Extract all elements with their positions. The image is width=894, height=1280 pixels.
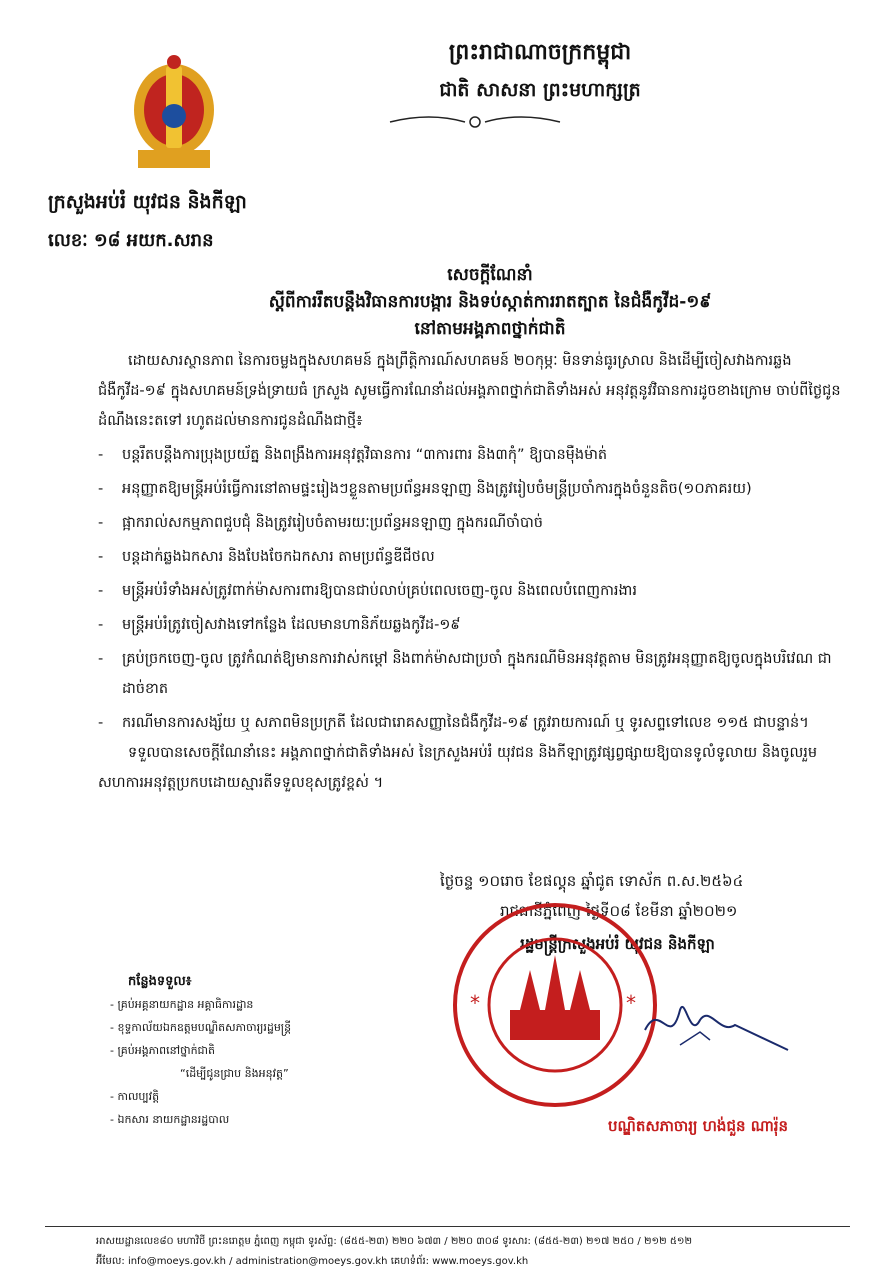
list-item: - ឯកសារ នាយកដ្ឋានរដ្ឋបាល	[110, 1108, 410, 1131]
solar-date: រាជធានីភ្នំពេញ ថ្ងៃទី០៨ ខែមីនា ឆ្នាំ២០២១	[500, 902, 738, 920]
list-item: - ខុទ្ទកាល័យឯកឧត្តមបណ្ឌិតសភាចារ្យរដ្ឋមន្រ្តី	[110, 1016, 410, 1039]
intro-paragraph: ដោយសារស្ថានភាព នៃការចម្លងក្នុងសហគមន៍ ក្នុងព្រឹត្តិការណ៍សហគមន៍ ២០កុម្ភៈ មិនទាន់ធូរស្រាល និងដើម្បីចៀសវាងការឆ្លងជំងឺកូវីដ-១៩ ក្នុងសហគមន៍ទ្រង់ទ្រាយធំ ក្រសួង សូមធ្វើការណែនាំដល់អង្គភាពថ្នាក់ជាតិទាំងអស់ អនុវត្តនូវវិធានការដូចខាងក្រោម ចាប់ពីថ្ងៃជូនដំណឹងនេះតទៅ រហូតដល់មានការជូនដំណឹងជាថ្មី៖	[98, 353, 841, 429]
official-stamp	[450, 900, 660, 1110]
list-item: - បន្តដាក់ឆ្លងឯកសារ និងបែងចែកឯកសារ តាមប្រព័ន្ធឌីជីថល	[98, 542, 858, 572]
recipients-note: “ដើម្បីជូនជ្រាប និងអនុវត្ត”	[180, 1067, 289, 1080]
signer-name: បណ្ឌិតសភាចារ្យ ហង់ជួន ណារ៉ុន	[608, 1117, 789, 1135]
list-item: - ផ្អាករាល់សកម្មភាពជួបជុំ និងត្រូវរៀបចំតាមរយៈប្រព័ន្ធអនឡាញ ក្នុងករណីចាំបាច់	[98, 508, 858, 538]
svg-text:*: *	[470, 991, 480, 1015]
list-item: - អនុញ្ញាតឱ្យមន្រ្តីអប់រំធ្វើការនៅតាមផ្ទះរៀងៗខ្លួនតាមប្រព័ន្ធអនឡាញ និងត្រូវរៀបចំមន្រ្តីប្រចាំការក្នុងចំនួនតិច(១០ភាគរយ)	[98, 474, 858, 504]
lunar-date: ថ្ងៃចន្ទ ១០រោច ខែផល្គុន ឆ្នាំជូត ទោស័ក ព.ស.២៥៦៤	[440, 872, 744, 890]
ministry-emblem	[128, 52, 220, 172]
recipients-heading: កន្លែងទទួល៖	[128, 974, 192, 989]
list-item: - ករណីមានការសង្ស័យ ឬ សភាពមិនប្រក្រតី ដែលជារោគសញ្ញានៃជំងឺកូវីដ-១៩ ត្រូវរាយការណ៍ ឬ ទូរសព្ទទៅលេខ ១១៥ ជាបន្ទាន់។	[98, 708, 858, 738]
list-item: - មន្រ្តីអប់រំទាំងអស់ត្រូវពាក់ម៉ាសការពារឱ្យបានជាប់លាប់គ្រប់ពេលចេញ-ចូល និងពេលបំពេញការងារ	[98, 576, 858, 606]
footer-contact: អ៊ីមែល: info@moeys.gov.kh / administration@moeys.gov.kh គេហទំព័រ: www.moeys.gov.kh	[96, 1256, 529, 1267]
list-item: - មន្រ្តីអប់រំត្រូវចៀសវាងទៅកន្លែង ដែលមានហានិភ័យឆ្លងកូវីដ-១៩	[98, 610, 858, 640]
minister-title: រដ្ឋមន្ត្រីក្រសួងអប់រំ យុវជន និងកីឡា	[520, 935, 715, 953]
list-item: - បន្តរឹតបន្តឹងការប្រុងប្រយ័ត្ន និងពង្រឹងការអនុវត្តវិធានការ “៣ការពារ និង៣កុំ” ឱ្យបានម៉ឺងម៉ាត់	[98, 440, 858, 470]
svg-text:*: *	[626, 991, 636, 1015]
handwritten-signature	[640, 990, 790, 1060]
recipients-block	[110, 970, 410, 1131]
list-item: - គ្រប់ច្រកចេញ-ចូល ត្រូវកំណត់ឱ្យមានការវាស់កម្តៅ និងពាក់ម៉ាសជាប្រចាំ ក្នុងករណីមិនអនុវត្តតាម មិនត្រូវអនុញ្ញាតឱ្យចូលក្នុងបរិវេណ ជាដាច់ខាត	[98, 644, 858, 704]
closing-paragraph: ទទួលបានសេចក្តីណែនាំនេះ អង្គភាពថ្នាក់ជាតិទាំងអស់ នៃក្រសួងអប់រំ យុវជន និងកីឡាត្រូវផ្សព្វផ្សាយឱ្យបានទូលំទូលាយ និងចូលរួមសហការអនុវត្តប្រកបដោយស្មារតីទទួលខុសត្រូវខ្ពស់ ។	[98, 745, 818, 791]
document-title	[220, 262, 760, 343]
ministry-name: ក្រសួងអប់រំ យុវជន និងកីឡា	[48, 191, 247, 213]
reference-number: លេខៈ ១៨ អយក.សរាន	[48, 230, 214, 251]
footer-divider	[45, 1226, 850, 1227]
list-item: - គ្រប់អង្គភាពនៅថ្នាក់ជាតិ	[110, 1039, 410, 1062]
title-line-2: ស្តីពីការរឹតបន្តឹងវិធានការបង្ការ និងទប់ស្កាត់ការរាតត្បាត នៃជំងឺកូវីដ-១៩	[268, 292, 712, 312]
title-line-3: នៅតាមអង្គភាពថ្នាក់ជាតិ	[414, 319, 566, 339]
footer-address: អាសយដ្ឋានលេខ៨០ មហាវិថី ព្រះនរោត្តម ភ្នំពេញ កម្ពុជា ទូរស័ព្ទ: (៨៥៥-២៣) ២២០ ៦៧៣ / ២២០ ៣០៨ ទូរសារ: (៨៥៥-២៣) ២១៧ ២៥០ / ២១២ ៥១២	[96, 1236, 693, 1247]
list-item: - គ្រប់អគ្គនាយកដ្ឋាន អគ្គាធិការដ្ឋាន	[110, 993, 410, 1016]
ornament-divider	[380, 110, 570, 132]
title-line-1: សេចក្តីណែនាំ	[447, 265, 533, 285]
document-body	[98, 346, 858, 798]
list-item: - កាលប្បវត្តិ	[110, 1085, 410, 1108]
national-motto: ជាតិ សាសនា ព្រះមហាក្សត្រ	[439, 79, 641, 101]
kingdom-title: ព្រះរាជាណាចក្រកម្ពុជា	[448, 40, 632, 65]
measures-list	[98, 440, 858, 738]
